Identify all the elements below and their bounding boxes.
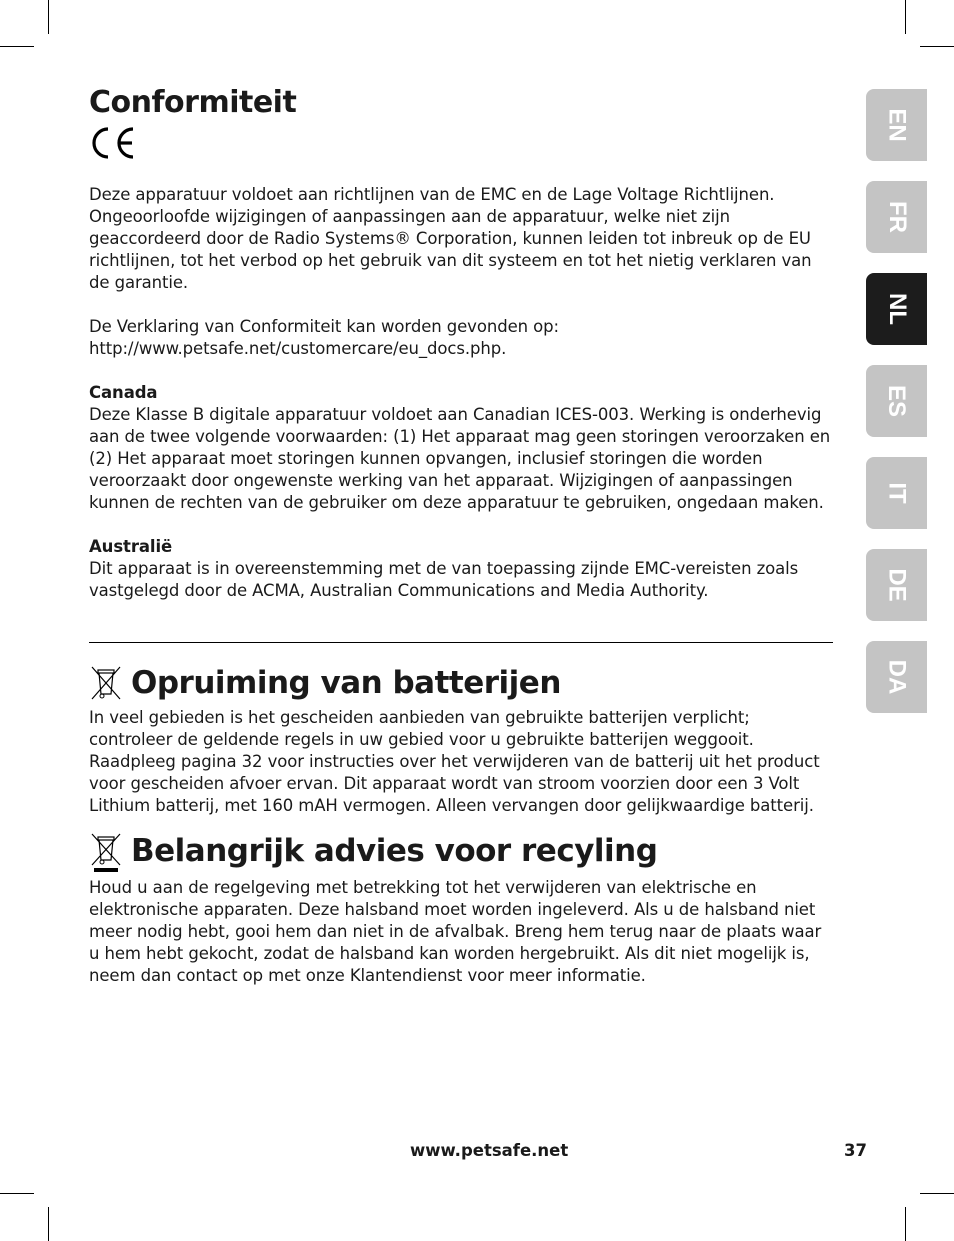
footer-url[interactable]: www.petsafe.net [410,1141,569,1160]
tab-label: FR [883,201,911,233]
tab-label: NL [883,293,911,325]
tab-label: DA [883,659,911,695]
australia-text: Dit apparaat is in overeenstemming met de van toepassing zijnde EMC-vereisten zoals vastgelegd door de ACMA, Australian Communications and Media Authority. [89,559,799,600]
tab-nl[interactable] [866,273,927,345]
tab-fr[interactable] [866,181,927,253]
crop-mark [0,1193,34,1194]
canada-text: Deze Klasse B digitale apparatuur voldoet aan Canadian ICES-003. Werking is onderhevig aan de twee volgende voorwaarden: (1) Het apparaat mag geen storingen veroorzaken en (2) Het apparaat moet storingen kunnen opvangen, inclusief storingen die worden veroorzaakt door ongewenste werking van het apparaat. Wijzigingen of aanpassingen kunnen de rechten van de gebruiker om deze apparatuur te gebruiken, ongedaan maken. [89,405,831,512]
crop-mark [0,46,34,47]
tab-da[interactable] [866,641,927,713]
weee-bin-svg [89,832,123,874]
page-number: 37 [844,1141,867,1160]
weee-bin-icon [89,832,123,870]
battery-heading [89,663,833,703]
crop-mark [905,1207,906,1241]
tab-label: ES [883,384,911,418]
conformity-paragraph: Deze apparatuur voldoet aan richtlijnen van de EMC en de Lage Voltage Richtlijnen. Ongeoorloofde wijzigingen of aanpassingen aan de apparatuur, welke niet zijn geaccordeerd door de Radio Systems® Corporation, kunnen leiden tot inbreuk op de EU richtlijnen, tot het verbod op het gebruik van dit systeem en tot het nietig verklaren van de garantie. [89,185,812,292]
crossed-bin-svg [89,664,123,702]
australia-heading: Australië [89,537,173,556]
tab-en[interactable] [866,89,927,161]
conformity-title: Conformiteit [89,85,297,120]
declaration-url[interactable]: http://www.petsafe.net/customercare/eu_docs.php. [89,339,507,358]
tab-it[interactable] [866,457,927,529]
recycling-heading [89,831,833,871]
recycling-title: Belangrijk advies voor recyling [131,833,658,869]
declaration-line: De Verklaring van Conformiteit kan worden gevonden op: [89,317,559,336]
recycling-text: Houd u aan de regelgeving met betrekking tot het verwijderen van elektrische en elektronische apparaten. Deze halsband moet worden ingeleverd. Als u de halsband niet meer nodig hebt, gooi hem dan niet in de afvalbak. Breng hem terug naar de plaats waar u hem hebt gekocht, zodat de halsband kan worden hergebruikt. Als dit niet mogelijk is, neem dan contact op met onze Klantendienst voor meer informatie. [89,878,822,985]
tab-label: DE [883,568,911,602]
tab-label: EN [883,108,911,142]
page-content [89,84,833,987]
tab-label: IT [883,482,911,504]
canada-heading: Canada [89,383,158,402]
crop-mark [920,46,954,47]
crop-mark [48,0,49,34]
battery-title: Opruiming van batterijen [131,665,561,701]
tab-es[interactable] [866,365,927,437]
section-divider [89,642,833,643]
ce-mark-svg [89,124,137,162]
ce-mark-icon [89,124,833,164]
tab-de[interactable] [866,549,927,621]
crop-mark [48,1207,49,1241]
battery-text: In veel gebieden is het gescheiden aanbieden van gebruikte batterijen verplicht; controleer de geldende regels in uw gebied voor u gebruikte batterijen weggooit. Raadpleeg pagina 32 voor instructies over het verwijderen van de batterij uit het product voor gescheiden afvoer ervan. Dit apparaat wordt van stroom voorzien door een 3 Volt Lithium batterij, met 160 mAH vermogen. Alleen vervangen door gelijkwaardige batterij. [89,708,820,815]
crop-mark [905,0,906,34]
crossed-bin-icon [89,664,123,702]
crop-mark [920,1193,954,1194]
